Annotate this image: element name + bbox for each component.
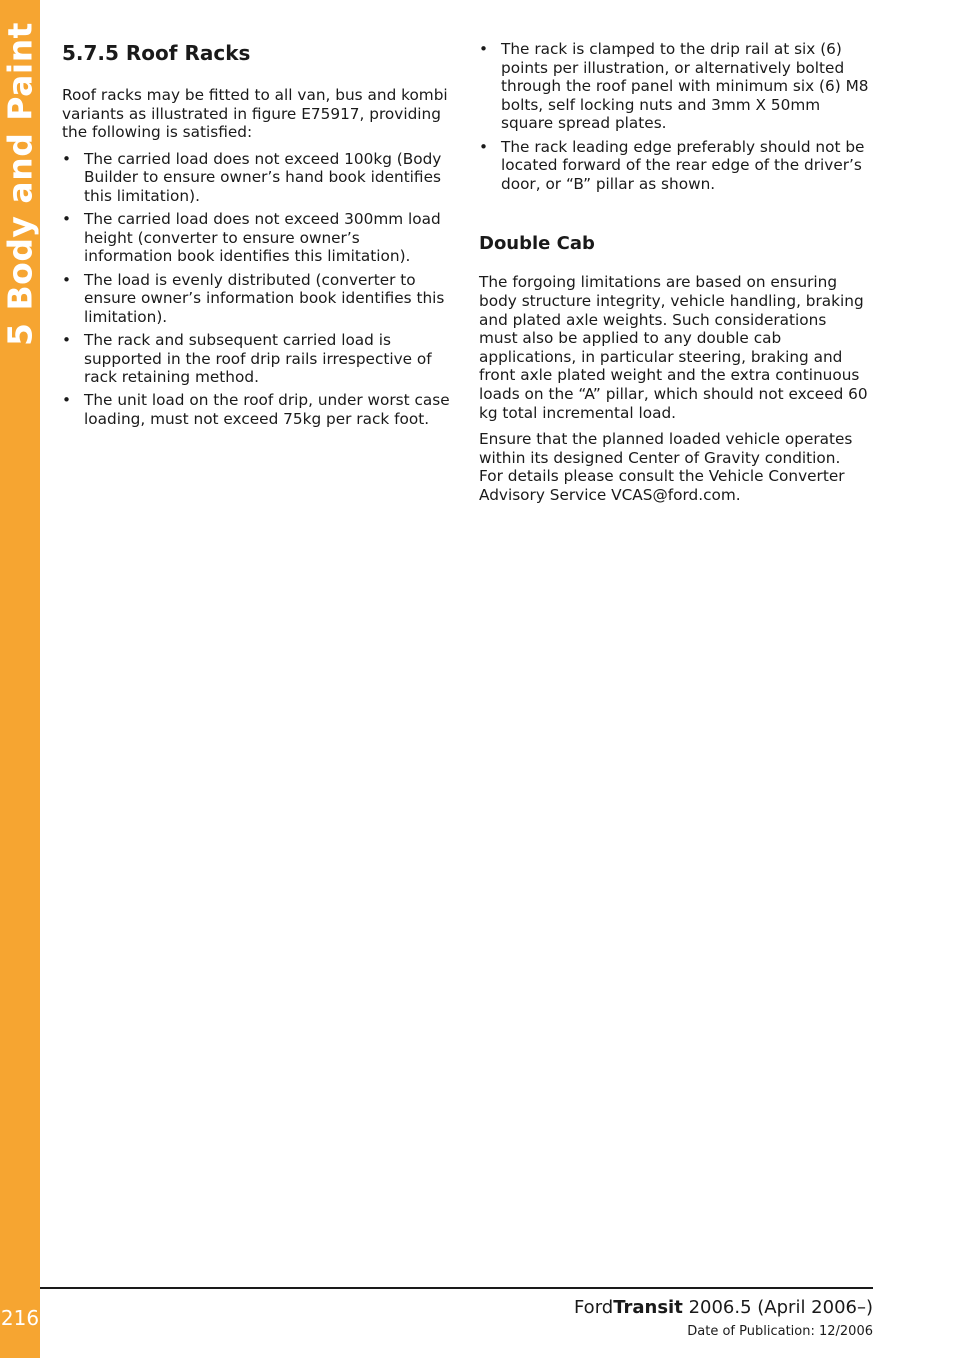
page-number: 216 (0, 1306, 40, 1330)
footer-edition: 2006.5 (April 2006–) (688, 1297, 873, 1318)
list-item: • The rack and subsequent carried load is supported in the roof drip rails irrespective of rack retaining method. (62, 331, 450, 387)
list-item: • The carried load does not exceed 300mm load height (converter to ensure owner’s information book identifies this limitation). (62, 210, 450, 266)
list-item: • The rack is clamped to the drip rail at six (6) points per illustration, or alternatively bolted through the roof panel with minimum six (6) M8 bolts, self locking nuts and 3mm X 50mm square spread plates. (479, 40, 869, 133)
subsection-heading: Double Cab (479, 233, 595, 255)
requirements-list-continued (479, 40, 869, 193)
left-column (62, 40, 450, 433)
section-tab (0, 0, 40, 1358)
body-paragraph: Ensure that the planned loaded vehicle operates within its designed Center of Gravity condition. For details please consult the Vehicle Converter Advisory Service VCAS@ford.com. (479, 430, 853, 504)
intro-paragraph: Roof racks may be fitted to all van, bus and kombi variants as illustrated in figure E75917, providing the following is satisfied: (62, 86, 448, 142)
section-heading: 5.7.5 Roof Racks (62, 41, 251, 65)
publication-date: Date of Publication: 12/2006 (687, 1324, 873, 1339)
list-item: • The carried load does not exceed 100kg (Body Builder to ensure owner’s hand book identifies this limitation). (62, 150, 450, 206)
right-column (479, 40, 869, 512)
footer-brand: Ford (573, 1297, 614, 1318)
footer-title (574, 1297, 873, 1318)
footer-divider (40, 1287, 873, 1289)
body-paragraph: The forgoing limitations are based on ensuring body structure integrity, vehicle handling, braking and plated axle weights. Such considerations must also be applied to any double cab applications, in particular steering, braking and front axle plated weight and the extra continuous loads on the “A” pillar, which should not exceed 60 kg total incremental load. (479, 273, 868, 422)
section-title: 5 Body and Paint (0, 22, 40, 346)
list-item: • The rack leading edge preferably should not be located forward of the rear edge of the driver’s door, or “B” pillar as shown. (479, 138, 869, 194)
footer-model: Transit (613, 1297, 683, 1318)
requirements-list (62, 150, 450, 429)
list-item: • The unit load on the roof drip, under worst case loading, must not exceed 75kg per rack foot. (62, 391, 450, 428)
list-item: • The load is evenly distributed (converter to ensure owner’s information book identifies this limitation). (62, 271, 450, 327)
